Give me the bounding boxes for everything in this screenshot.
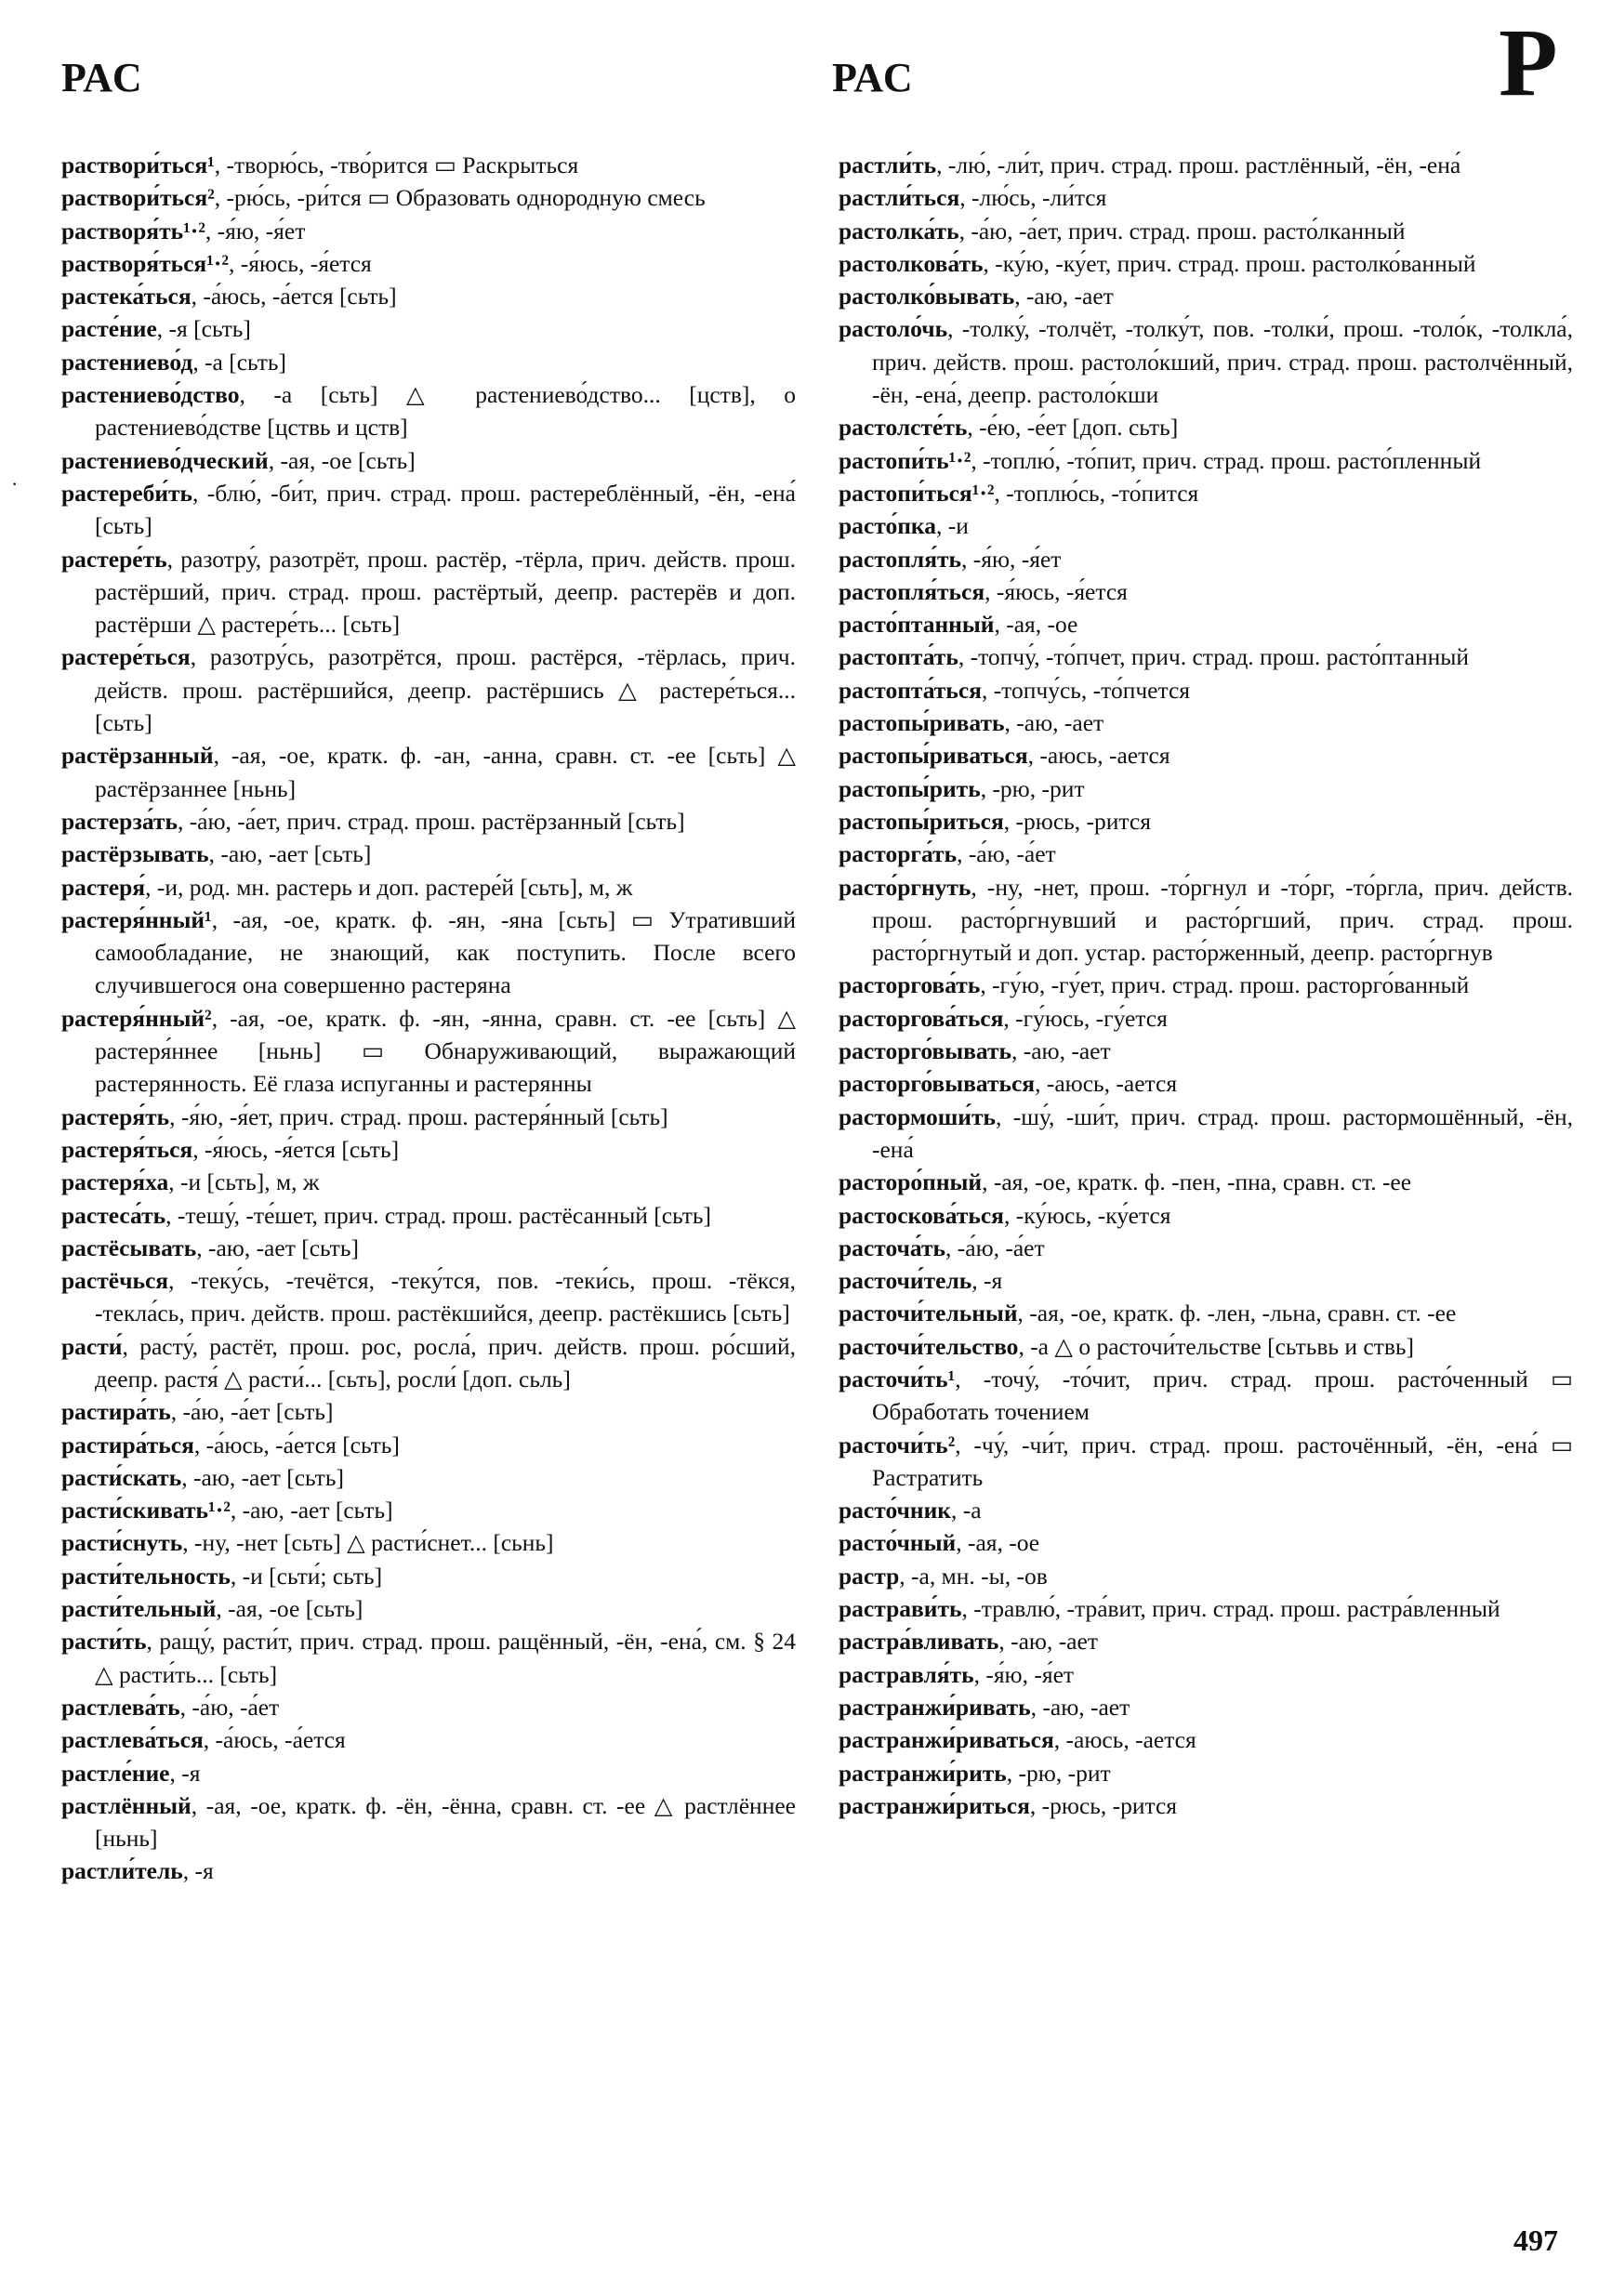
headword: растопи́ться¹·² (839, 479, 995, 507)
dictionary-entry (61, 477, 796, 543)
entry-text: , ращу́, расти́т, прич. страд. прош. ращённый, -ён, -ена́, см. § 24 △ расти́ть... [сьть] (95, 1628, 796, 1688)
dictionary-entry (839, 543, 1573, 575)
dictionary-entry (61, 1133, 796, 1166)
entry-text: , -а́ю, -а́ет, прич. страд. прош. растёрзанный [сьть] (177, 807, 685, 835)
dictionary-entry (839, 1363, 1573, 1429)
headword: растопта́ться (839, 676, 982, 704)
dictionary-entry (839, 509, 1573, 542)
dictionary-entry (839, 1789, 1573, 1822)
dictionary-entry (61, 280, 796, 312)
entry-text: , -топлю́сь, -то́пится (994, 479, 1199, 507)
running-head-left: РАС (61, 55, 144, 100)
headword: расто́пка (839, 512, 936, 540)
dictionary-entry (61, 1691, 796, 1723)
headword: растёрзывать (61, 840, 209, 868)
headword: растениево́дческий (61, 446, 269, 474)
headword: растоло́чь (839, 315, 948, 343)
entry-text: , -а́ю, -а́ет (179, 1693, 280, 1721)
entry-text: , -а́юсь, -а́ется (203, 1726, 346, 1754)
entry-text: , -аю, -ает (1011, 1037, 1111, 1065)
dictionary-entry (839, 280, 1573, 312)
entry-text: , -а [сьть] (192, 348, 286, 376)
entry-text: , -аю, -ает (1030, 1693, 1130, 1721)
entry-text: , -блю́, -би́т, прич. страд. прош. растереблённый, -ён, -ена́ [сьть] (95, 479, 796, 540)
dictionary-entry (839, 608, 1573, 640)
entry-text: , -е́ю, -е́ет [доп. сьть] (967, 414, 1179, 442)
dictionary-entry (839, 1526, 1573, 1559)
entry-text: , -а, мн. -ы, -ов (899, 1562, 1048, 1590)
entry-text: , -творю́сь, -тво́рится ▭ Раскрыться (214, 152, 579, 178)
dictionary-entry (839, 1429, 1573, 1495)
dictionary-entry (839, 1592, 1573, 1625)
dictionary-entry (839, 1494, 1573, 1526)
entry-text: , -лю́, -ли́т, прич. страд. прош. растлённый, -ён, -ена́ (936, 152, 1461, 178)
dictionary-entry (839, 1560, 1573, 1592)
entry-text: , -аю, -ает [сьть] (208, 840, 372, 868)
dictionary-entry (61, 1166, 796, 1198)
entry-text: , -ая, -ое, кратк. ф. -лен, -льна, сравн. ст. -ее (1017, 1300, 1457, 1327)
dictionary-entry (839, 1166, 1573, 1198)
dictionary-entry (839, 575, 1573, 608)
headword: растра́вливать (839, 1628, 999, 1656)
dictionary-entry (839, 640, 1573, 673)
headword: растолкова́ть (839, 249, 984, 277)
dictionary-entry (839, 1101, 1573, 1167)
entry-text: , -ая, -ое, кратк. ф. -пен, -пна, сравн. ст. -ее (982, 1168, 1412, 1196)
entry-text: , -ку́юсь, -ку́ется (1003, 1201, 1171, 1229)
dictionary-entry (839, 1723, 1573, 1756)
dictionary-entry (839, 1264, 1573, 1297)
headword: растереби́ть (61, 479, 193, 507)
headword: расторго́вывать (839, 1037, 1011, 1065)
entry-text: , -аю, -ает (1004, 709, 1104, 737)
dictionary-entry (61, 346, 796, 378)
dictionary-entry (61, 543, 796, 641)
headword: растопы́риться (839, 807, 1004, 835)
entry-text: , -аю, -ает [сьть] (181, 1463, 344, 1491)
dictionary-entry (839, 1330, 1573, 1363)
entry-text: , -а́ю, -а́ет (957, 840, 1056, 868)
headword: расточи́тельство (839, 1332, 1019, 1360)
entry-text: , -травлю́, -тра́вит, прич. страд. прош. растра́вленный (961, 1595, 1500, 1623)
dictionary-entry (61, 1429, 796, 1461)
entry-text: , -топчу́сь, -то́пчется (981, 676, 1190, 704)
entry-text: , -я́юсь, -я́ется (985, 577, 1128, 605)
entry-text: , -лю́сь, -ли́тся (959, 184, 1107, 212)
dictionary-entry (61, 838, 796, 870)
dictionary-entry (839, 871, 1573, 970)
headword: растеря́нный² (61, 1004, 212, 1032)
entry-text: , -ну, -нет, прош. -то́ргнул и -то́рг, -то́ргла, прич. действ. прош. расто́ргнувший и расто́ргший, прич. страд. прош. расто́ргнутый и доп. устар. расто́рженный, деепр. расто́ргнув (872, 873, 1573, 967)
dictionary-entry (61, 1757, 796, 1789)
entry-text: , -гу́юсь, -гу́ется (1003, 1004, 1168, 1032)
dictionary-entry (839, 805, 1573, 838)
left-column (61, 149, 796, 1888)
stray-mark: · (11, 472, 19, 495)
headword: растениево́д (61, 348, 193, 376)
headword: растлённый (61, 1791, 192, 1819)
headword: растерза́ть (61, 807, 178, 835)
entry-text: , -рюсь, -рится (1003, 807, 1151, 835)
entry-text: , -ая, -ое, кратк. ф. -ян, -янна, сравн. ст. -ее [сьть] △ растеря́ннее [ньнь] ▭ Обнаруживающий, выражающий растерянность. Её глаза испуганны и растерянны (95, 1004, 796, 1098)
entry-text: , -а (951, 1497, 982, 1524)
entry-text: , -ну, -нет [сьть] △ расти́снет... [сьнь] (182, 1529, 554, 1557)
dictionary-entry (839, 739, 1573, 772)
dictionary-entry (839, 149, 1573, 181)
dictionary-entry (61, 1625, 796, 1691)
entry-text: , -толку́, -толчёт, -толку́т, пов. -толки́, прош. -толо́к, -толкла́, прич. действ. прош. растоло́кший, прич. страд. прош. растолчённый, -ён, -ена́, деепр. растоло́кши (872, 315, 1573, 409)
entry-text: , -я [сьть] (156, 315, 251, 343)
headword: растолка́ть (839, 217, 959, 244)
dictionary-entry (839, 1625, 1573, 1657)
headword: растр (839, 1562, 900, 1590)
entry-text: , -и (935, 512, 969, 540)
entry-text: , -топлю́, -то́пит, прич. страд. прош. расто́пленный (971, 446, 1482, 474)
dictionary-entry (61, 739, 796, 805)
dictionary-entry (839, 674, 1573, 706)
entry-text: , разотру́сь, разотрётся, прош. растёрся, -тёрлась, прич. действ. прош. растёршийся, деепр. растёршись △ растере́ться... [сьть] (95, 643, 796, 737)
headword: растере́ться (61, 643, 191, 671)
headword: расто́ргнуть (839, 873, 971, 901)
headword: растека́ться (61, 283, 192, 310)
entry-text: , -я (169, 1759, 201, 1787)
dictionary-entry (61, 181, 796, 214)
dictionary-entry (61, 312, 796, 345)
headword: расти́скать (61, 1463, 182, 1491)
entry-text: , -тешу́, -те́шет, прич. страд. прош. растёсанный [сьть] (165, 1201, 712, 1229)
dictionary-entry (61, 247, 796, 280)
entry-text: , -аюсь, -ается (1035, 1070, 1178, 1098)
entry-text: , -я (971, 1267, 1003, 1295)
entry-text: , -рю́сь, -ри́тся ▭ Образовать однородную смесь (214, 184, 706, 212)
headword: расто́чный (839, 1529, 957, 1557)
entry-text: , -я́ю, -я́ет (973, 1660, 1075, 1688)
entry-text: , -рюсь, -рится (1029, 1791, 1178, 1819)
dictionary-entry (61, 1395, 796, 1428)
headword: растеря́ться (61, 1135, 193, 1163)
entry-text: , -а́ю, -а́ет [сьть] (170, 1398, 334, 1426)
entry-text: , -шу́, -ши́т, прич. страд. прош. растормошённый, -ён, -ена́ (872, 1102, 1573, 1163)
dictionary-entry (839, 1199, 1573, 1232)
headword: растлева́ться (61, 1726, 204, 1754)
headword: растопля́ться (839, 577, 985, 605)
headword: растопы́риваться (839, 742, 1028, 770)
dictionary-entry (61, 1526, 796, 1559)
headword: растёсывать (61, 1234, 197, 1261)
entry-text: , -ая, -ое (994, 611, 1078, 639)
headword: расторга́ть (839, 840, 958, 868)
headword: растранжи́риваться (839, 1726, 1054, 1754)
dictionary-entry (61, 1101, 796, 1133)
dictionary-entry (839, 1297, 1573, 1329)
dictionary-entry (61, 1461, 796, 1494)
headword: растранжи́рить (839, 1759, 1007, 1787)
page-number: 497 (1513, 2223, 1558, 2257)
dictionary-entry (839, 1232, 1573, 1264)
dictionary-entry (61, 1789, 796, 1855)
headword: растранжи́ривать (839, 1693, 1031, 1721)
headword: растеря́ть (61, 1102, 170, 1130)
headword: растормоши́ть (839, 1102, 996, 1130)
headword: расторо́пный (839, 1168, 983, 1196)
entry-text: , -ая, -ое [сьть] (268, 446, 416, 474)
dictionary-entry (61, 805, 796, 838)
headword: растли́ть (839, 152, 937, 178)
entry-text: , -точу́, -то́чит, прич. страд. прош. расто́ченный ▭ Обработать точением (872, 1365, 1573, 1426)
right-column (839, 149, 1573, 1822)
dictionary-entry (61, 215, 796, 247)
entry-text: , -я́ю, -я́ет, прич. страд. прош. растеря́нный [сьть] (169, 1102, 668, 1130)
headword: растворя́ть¹·² (61, 217, 205, 244)
headword: растолко́вывать (839, 283, 1015, 310)
dictionary-entry (61, 904, 796, 1002)
dictionary-entry (61, 1264, 796, 1330)
headword: растопи́ть¹·² (839, 446, 971, 474)
headword: растли́тель (61, 1857, 183, 1885)
entry-text: , -аю, -ает (1014, 283, 1114, 310)
entry-text: , -я́юсь, -я́ется (229, 249, 372, 277)
dictionary-entry (839, 477, 1573, 509)
entry-text: , -топчу́, -то́пчет, прич. страд. прош. расто́птанный (958, 643, 1470, 671)
headword: растранжи́риться (839, 1791, 1030, 1819)
headword: расти́ть (61, 1628, 147, 1656)
headword: растлева́ть (61, 1693, 180, 1721)
dictionary-entry (61, 1002, 796, 1101)
headword: растопы́рить (839, 774, 981, 802)
section-letter: Р (1499, 9, 1558, 116)
running-head-center: РАС (832, 55, 915, 100)
headword: растира́ться (61, 1431, 194, 1458)
entry-text: , -а́юсь, -а́ется [сьть] (193, 1431, 400, 1458)
headword: расточи́тельный (839, 1300, 1018, 1327)
dictionary-entry (839, 312, 1573, 411)
entry-text: , -и [сьть], м, ж (168, 1168, 320, 1196)
headword: растопля́ть (839, 545, 961, 573)
dictionary-entry (61, 1854, 796, 1887)
entry-text: , -и [сьти́; сьть] (230, 1562, 383, 1590)
entry-text: , -рю, -рит (1006, 1759, 1111, 1787)
entry-text: , -я́юсь, -я́ется [сьть] (192, 1135, 400, 1163)
headword: расторгова́ться (839, 1004, 1004, 1032)
entry-text: , -и, род. мн. растерь и доп. растере́й [сьть], м, ж (145, 873, 633, 901)
dictionary-entry (61, 1723, 796, 1756)
entry-text: , -чу́, -чи́т, прич. страд. прош. расточённый, -ён, -ена́ ▭ Растратить (872, 1431, 1573, 1491)
headword: растёчься (61, 1267, 169, 1295)
dictionary-entry (839, 181, 1573, 214)
headword: расто́чник (839, 1497, 951, 1524)
headword: растолсте́ть (839, 414, 968, 442)
dictionary-entry (61, 1330, 796, 1396)
dictionary-entry (839, 969, 1573, 1001)
entry-text: , -аю, -ает (998, 1628, 1098, 1656)
entry-text: , -аюсь, -ается (1053, 1726, 1196, 1754)
headword: раствори́ться¹ (61, 152, 215, 178)
dictionary-entry (839, 444, 1573, 477)
headword: расти́ (61, 1332, 123, 1360)
headword: расти́снуть (61, 1529, 183, 1557)
entry-text: , -аюсь, -ается (1027, 742, 1170, 770)
dictionary-entry (839, 1658, 1573, 1691)
entry-text: , -ая, -ое (956, 1529, 1040, 1557)
headword: растопы́ривать (839, 709, 1005, 737)
headword: расти́тельный (61, 1595, 217, 1623)
entry-text: , разотру́, разотрёт, прош. растёр, -тёрла, прич. действ. прош. растёрший, прич. страд. прош. растёртый, деепр. растерёв и доп. растёрши △ растере́ть... [сьть] (95, 545, 796, 639)
headword: растопта́ть (839, 643, 958, 671)
dictionary-entry (61, 1560, 796, 1592)
entry-text: , -теку́сь, -течётся, -теку́тся, пов. -теки́сь, прош. -тёкся, -текла́сь, прич. действ. прош. растёкшийся, деепр. растёкшись [сьть] (95, 1267, 796, 1327)
headword: расти́скивать¹·² (61, 1497, 231, 1524)
entry-text: , -я (182, 1857, 214, 1885)
headword: расточи́ть² (839, 1431, 956, 1458)
entry-text: , -я́ю, -я́ет (961, 545, 1062, 573)
entry-text: , -рю, -рит (980, 774, 1085, 802)
entry-text: , -ая, -ое [сьть] (216, 1595, 363, 1623)
headword: расти́тельность (61, 1562, 231, 1590)
headword: расточи́тель (839, 1267, 972, 1295)
entry-text: , -ая, -ое, кратк. ф. -ян, -яна [сьть] ▭ Утративший самообладание, не знающий, как поступить. После всего случившегося она совершенно растеряна (95, 905, 796, 999)
dictionary-entry (61, 871, 796, 904)
entry-text: , -аю, -ает [сьть] (196, 1234, 359, 1261)
entry-text: , -а [сьть] △ растениево́дство... [цств], о растениево́дстве [цствь и цств] (95, 381, 796, 442)
entry-text: , -а́юсь, -а́ется [сьть] (191, 283, 397, 310)
headword: расточа́ть (839, 1234, 946, 1261)
entry-text: , -ая, -ое, кратк. ф. -ён, -ённа, сравн. ст. -ее △ растлённее [ньнь] (95, 1791, 796, 1853)
dictionary-entry (61, 444, 796, 477)
headword: растере́ть (61, 545, 167, 573)
dictionary-entry (839, 1035, 1573, 1067)
headword: растёрзанный (61, 742, 214, 770)
headword: расто́птанный (839, 611, 995, 639)
entry-text: , -ку́ю, -ку́ет, прич. страд. прош. растолко́ванный (983, 249, 1476, 277)
headword: растеря́ (61, 873, 146, 901)
entry-text: , расту́, растёт, прош. рос, росла́, прич. действ. прош. ро́сший, деепр. растя́ △ расти́... [сьть], росли́ [доп. сьль] (95, 1332, 796, 1392)
dictionary-entry (61, 1494, 796, 1526)
headword: расторго́вываться (839, 1070, 1036, 1098)
headword: растравля́ть (839, 1660, 974, 1688)
headword: растрави́ть (839, 1595, 962, 1623)
dictionary-entry (839, 1002, 1573, 1035)
entry-text: , -а △ о расточи́тельстве [сьтьвь и ствь] (1018, 1332, 1415, 1360)
dictionary-entry (839, 772, 1573, 805)
entry-text: , -а́ю, -а́ет, прич. страд. прош. расто́лканный (958, 217, 1406, 244)
dictionary-entry (839, 215, 1573, 247)
entry-text: , -я́ю, -я́ет (205, 217, 306, 244)
dictionary-entry (839, 706, 1573, 739)
headword: растениево́дство (61, 381, 240, 409)
dictionary-entry (61, 378, 796, 444)
entry-text: , -а́ю, -а́ет (945, 1234, 1045, 1261)
headword: растеря́нный¹ (61, 905, 212, 933)
headword: расторгова́ть (839, 971, 981, 999)
headword: раствори́ться² (61, 184, 215, 212)
dictionary-entry (839, 1067, 1573, 1100)
headword: расте́ние (61, 315, 157, 343)
dictionary-entry (839, 838, 1573, 870)
dictionary-entry (839, 411, 1573, 443)
headword: растоскова́ться (839, 1201, 1004, 1229)
dictionary-entry (61, 1592, 796, 1625)
headword: растеря́ха (61, 1168, 169, 1196)
entry-text: , -аю, -ает [сьть] (230, 1497, 393, 1524)
headword: растира́ть (61, 1398, 171, 1426)
dictionary-entry (61, 1232, 796, 1264)
entry-text: , -гу́ю, -гу́ет, прич. страд. прош. расторго́ванный (980, 971, 1470, 999)
dictionary-entry (61, 640, 796, 739)
entry-text: , -ая, -ое, кратк. ф. -ан, -анна, сравн. ст. -ее [сьть] △ растёрзаннее [ньнь] (95, 742, 796, 802)
dictionary-entry (61, 149, 796, 181)
headword: растеса́ть (61, 1201, 166, 1229)
dictionary-entry (61, 1199, 796, 1232)
headword: растворя́ться¹·² (61, 249, 230, 277)
dictionary-entry (839, 1691, 1573, 1723)
headword: растле́ние (61, 1759, 170, 1787)
dictionary-entry (839, 247, 1573, 280)
headword: расточи́ть¹ (839, 1365, 956, 1392)
dictionary-entry (839, 1757, 1573, 1789)
headword: растли́ться (839, 184, 960, 212)
